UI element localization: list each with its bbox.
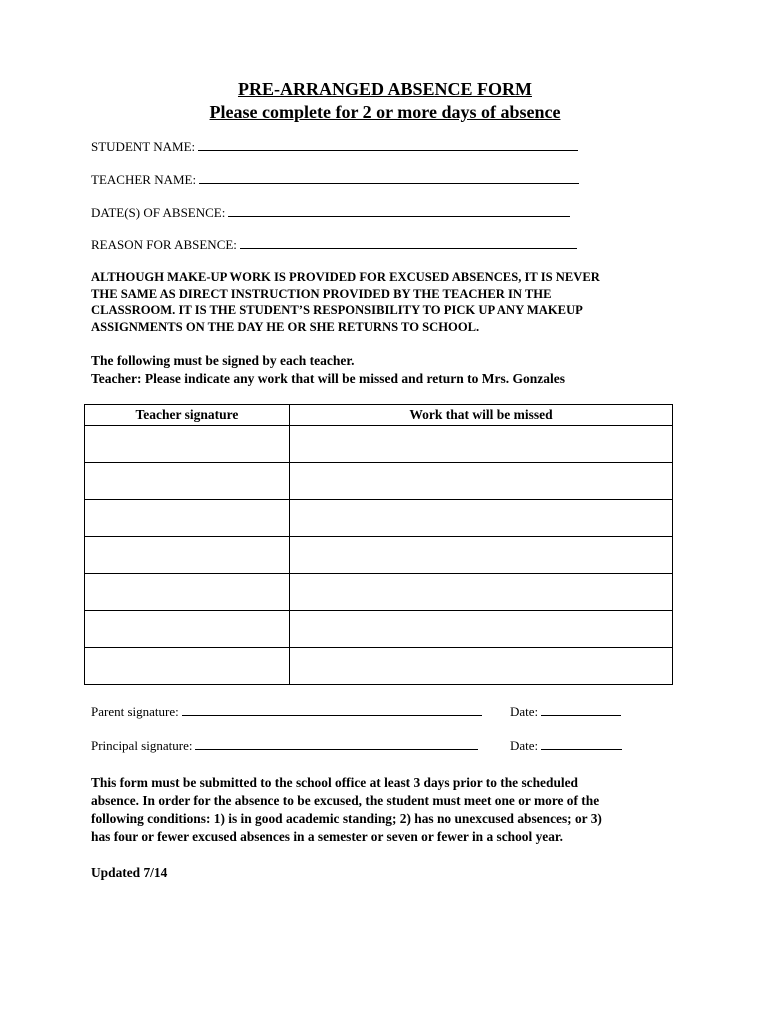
parent-date-label: Date: (510, 704, 539, 719)
teacher-name-field[interactable] (91, 172, 579, 188)
dates-of-absence-input[interactable] (228, 205, 570, 217)
principal-date-field[interactable] (510, 738, 622, 754)
parent-signature-label: Parent signature: (91, 704, 179, 719)
principal-signature-field[interactable] (91, 738, 478, 754)
parent-signature-field[interactable] (91, 704, 482, 720)
work-missed-cell[interactable] (290, 648, 673, 685)
form-title: PRE-ARRANGED ABSENCE FORM (237, 79, 532, 99)
reason-for-absence-field[interactable] (91, 237, 577, 253)
updated-date: Updated 7/14 (91, 865, 168, 880)
teacher-signature-cell[interactable] (85, 537, 290, 574)
work-missed-cell[interactable] (290, 574, 673, 611)
requirements-line: absence. In order for the absence to be excused, the student must meet one or more of the (91, 793, 600, 808)
teacher-signature-cell[interactable] (85, 648, 290, 685)
principal-signature-input[interactable] (195, 738, 478, 750)
work-missed-cell[interactable] (290, 426, 673, 463)
teacher-signature-cell[interactable] (85, 611, 290, 648)
work-missed-header: Work that will be missed (290, 405, 673, 426)
submission-requirements (91, 774, 691, 846)
table-row (85, 537, 673, 574)
teacher-signature-cell[interactable] (85, 574, 290, 611)
principal-date-input[interactable] (541, 738, 622, 750)
notice-line: CLASSROOM. IT IS THE STUDENT’S RESPONSIBILITY TO PICK UP ANY MAKEUP (91, 303, 583, 317)
table-row (85, 426, 673, 463)
teacher-signature-cell[interactable] (85, 500, 290, 537)
work-missed-cell[interactable] (290, 537, 673, 574)
teacher-signature-cell[interactable] (85, 463, 290, 500)
teacher-signature-table (84, 404, 673, 685)
teacher-signature-cell[interactable] (85, 426, 290, 463)
notice-line: ALTHOUGH MAKE-UP WORK IS PROVIDED FOR EXCUSED ABSENCES, IT IS NEVER (91, 270, 600, 284)
dates-of-absence-field[interactable] (91, 205, 570, 221)
teacher-instructions (91, 352, 565, 388)
principal-signature-label: Principal signature: (91, 738, 193, 753)
student-name-field[interactable] (91, 139, 578, 155)
parent-signature-input[interactable] (182, 704, 482, 716)
notice-line: THE SAME AS DIRECT INSTRUCTION PROVIDED BY THE TEACHER IN THE (91, 286, 552, 301)
reason-for-absence-input[interactable] (240, 237, 577, 249)
table-row (85, 500, 673, 537)
instruction-line-1: The following must be signed by each teacher. (91, 353, 355, 368)
requirements-line: has four or fewer excused absences in a semester or seven or fewer in a school year. (91, 829, 563, 844)
table-row (85, 648, 673, 685)
requirements-line: This form must be submitted to the school office at least 3 days prior to the scheduled (91, 775, 579, 790)
student-name-input[interactable] (198, 139, 578, 151)
makeup-work-notice (91, 269, 691, 335)
teacher-name-input[interactable] (199, 172, 579, 184)
parent-date-input[interactable] (541, 704, 621, 716)
table-row (85, 611, 673, 648)
parent-date-field[interactable] (510, 704, 621, 720)
table-header-row (85, 405, 673, 426)
form-subtitle: Please complete for 2 or more days of absence (209, 102, 561, 122)
work-missed-cell[interactable] (290, 500, 673, 537)
instruction-line-2: Teacher: Please indicate any work that will be missed and return to Mrs. Gonzales (91, 371, 565, 386)
table-row (85, 463, 673, 500)
teacher-signature-header: Teacher signature (85, 405, 290, 426)
work-missed-cell[interactable] (290, 611, 673, 648)
notice-line: ASSIGNMENTS ON THE DAY HE OR SHE RETURNS TO SCHOOL. (91, 319, 480, 334)
dates-of-absence-label: DATE(S) OF ABSENCE: (91, 205, 226, 220)
work-missed-cell[interactable] (290, 463, 673, 500)
principal-date-label: Date: (510, 738, 539, 753)
reason-for-absence-label: REASON FOR ABSENCE: (91, 237, 237, 252)
requirements-line: following conditions: 1) is in good academic standing; 2) has no unexcused absences; or 3) (91, 811, 602, 826)
teacher-name-label: TEACHER NAME: (91, 172, 197, 187)
table-row (85, 574, 673, 611)
student-name-label: STUDENT NAME: (91, 139, 196, 154)
